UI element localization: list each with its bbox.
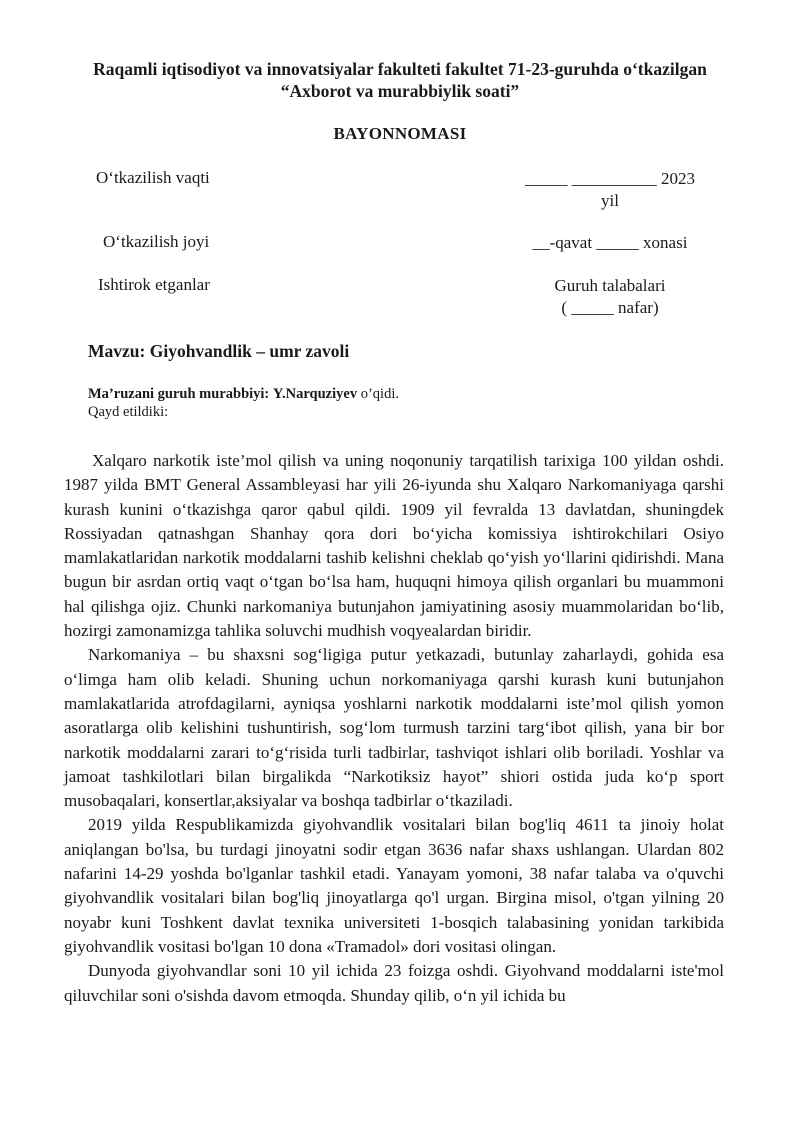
document-title: BAYONNOMASI <box>333 124 467 143</box>
participants-count: ( _____ nafar) <box>561 298 659 317</box>
topic-line: Mavzu: Giyohvandlik – umr zavoli <box>88 341 350 361</box>
speaker-line <box>88 386 399 403</box>
paragraph: Narkomaniya – bu shaxsni sog‘ligiga putur yetkazadi, butunlay zaharlaydi, gohida esa o‘limga ham olib keladi. Shuning uchun norkomaniyaga qarshi kurash kuni butunjahon mamlakatlarida atrofdagilarni, ayniqsa yoshlarni narkotik moddalarni iste’mol qilish yomon asoratlarga olib kelishini tushuntirish, sog‘lom turmush tarzini targ‘ibot qilish, yana bir bor narkotik moddalarni zarari to‘g‘risida turli tadbirlar, tashviqot ishlari olib boriladi. Yoshlar va jamoat tashkilotlari bilan birgalikda “Narkotiksiz hayot” shiori ostida juda ko‘p sport musobaqalari, konsertlar,aksiyalar va boshqa tadbirlar o‘tkaziladi. <box>64 645 724 811</box>
paragraph: 2019 yilda Respublikamizda giyohvandlik vositalari bilan bog'liq 4611 ta jinoiy holat aniqlangan bo'lsa, bu turdagi jinoyatni sodir etgan 3636 nafar shaxs ushlangan. Ulardan 802 nafarini 14-29 yoshda bo'lganlar tashkil etadi. Yanayam yomoni, 38 nafar talaba va o'quvchi giyohvandlik vositalari bilan bog'liq jinoyatlarga qo'l urgan. Birgina misol, o'tgan yilning 20 noyabr kuni Toshkent davlat texnika universiteti 1-bosqich talabasining yonidan tarkibida giyohvandlik vositasi bo'lgan 10 dona «Tramadol» dori vositasi olingan. <box>64 815 724 956</box>
time-value <box>500 168 720 212</box>
participants-value <box>510 275 710 319</box>
speaker-label: Ma’ruzani guruh murabbiyi: <box>88 386 270 402</box>
place-value: __-qavat _____ xonasi <box>532 233 688 252</box>
participants-label: Ishtirok etganlar <box>98 275 210 294</box>
speaker-name: Y.Narquziyev <box>272 386 358 402</box>
event-name-heading: “Axborot va murabbiylik soati” <box>280 81 520 101</box>
place-label: O‘tkazilish joyi <box>103 232 210 251</box>
paragraph: Xalqaro narkotik iste’mol qilish va uning noqonuniy tarqatilish tarixiga 100 yildan oshdi. 1987 yilda BMT General Assambleyasi har yili 26-iyunda shu Xalqaro Narkomaniyaga qarshi kurash kunini o‘tkazishga qaror qabul qildi. 1909 yil fevralda 13 davlatdan, shuningdek Rossiyadan qatnashgan Shanhay qora dori bo‘yicha komissiya ishtirokchilari Osiyo mamlakatlaridan narkotik moddalarni tashib kelishni cheklab qo‘yish yo‘llarini qidirishdi. Mana bugun bir asrdan ortiq vaqt o‘tgan bo‘lsa ham, huquqni himoya qilish organlari bu muammoni hal qilishga ojiz. Chunki narkomaniya butunjahon jamiyatining asosiy muammolaridan bo‘lib, hozirgi zamonamizga tahlika soluvchi mudhish voqyealardan biridir. <box>64 451 724 641</box>
time-value-date: _____ __________ 2023 <box>525 169 695 188</box>
speaker-suffix: o’qidi. <box>357 386 399 402</box>
time-label: O‘tkazilish vaqti <box>96 168 210 187</box>
time-value-year: yil <box>601 191 619 210</box>
paragraph: Dunyoda giyohvandlar soni 10 yil ichida 23 foizga oshdi. Giyohvand moddalarni iste'mol qiluvchilar soni o'sishda davom etmoqda. Shunday qilib, o‘n yil ichida bu <box>64 961 724 1005</box>
body-text <box>64 449 724 1008</box>
faculty-heading: Raqamli iqtisodiyot va innovatsiyalar fakulteti fakultet 71-23-guruhda o‘tkazilgan <box>93 59 707 79</box>
participants-group: Guruh talabalari <box>554 276 666 295</box>
noted-line: Qayd etildiki: <box>88 404 169 420</box>
